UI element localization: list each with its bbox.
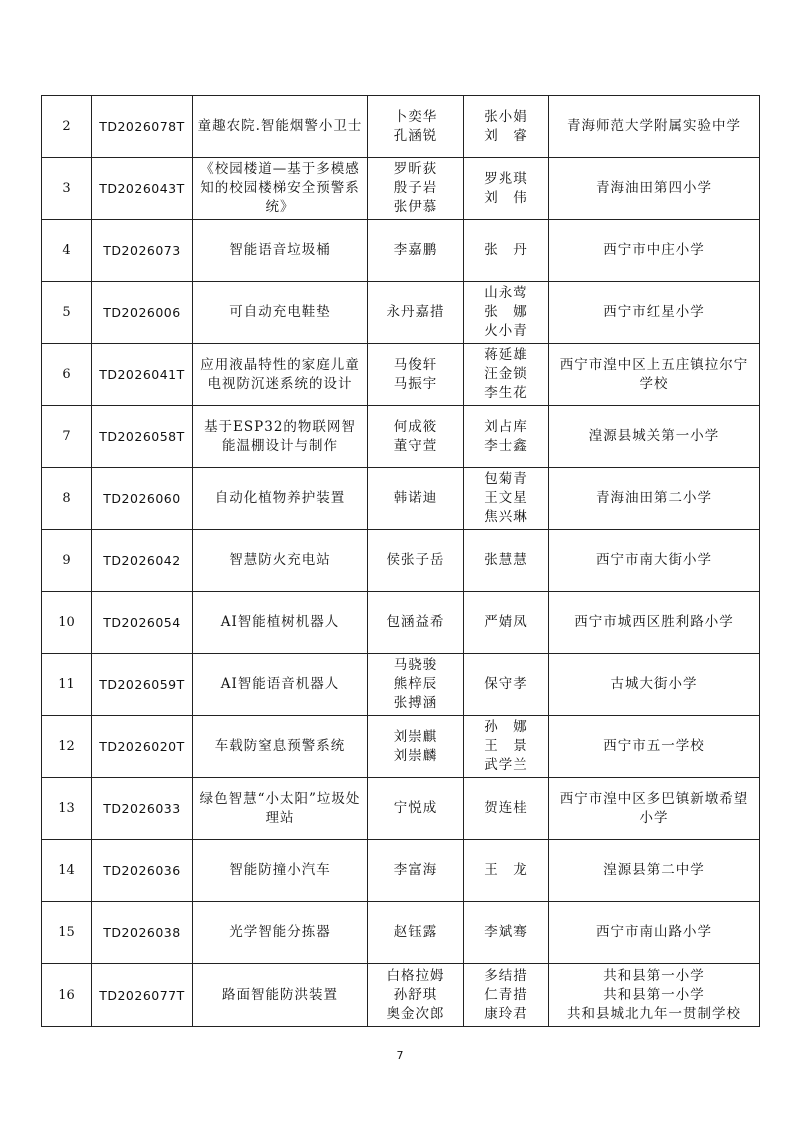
project-code: TD2026077T bbox=[92, 964, 193, 1027]
project-code: TD2026041T bbox=[92, 344, 193, 406]
table-row bbox=[42, 282, 760, 344]
school-cell bbox=[549, 344, 760, 406]
project-title-text: AI智能植树机器人 bbox=[220, 614, 340, 630]
cell-line: 王 龙 bbox=[484, 862, 528, 878]
school-cell bbox=[549, 716, 760, 778]
cell-line: 汪金锁 bbox=[484, 366, 528, 382]
row-number: 7 bbox=[42, 406, 92, 468]
cell-line: 张 丹 bbox=[484, 242, 528, 258]
students-cell bbox=[368, 902, 464, 964]
project-title-text: 绿色智慧“小太阳”垃圾处理站 bbox=[199, 790, 361, 826]
cell-line: 蒋延雄 bbox=[484, 347, 528, 363]
school-cell bbox=[549, 654, 760, 716]
cell-line: 刘 睿 bbox=[484, 127, 528, 144]
school-cell bbox=[549, 282, 760, 344]
row-number: 8 bbox=[42, 468, 92, 530]
cell-line: 李士鑫 bbox=[484, 437, 528, 454]
row-number: 16 bbox=[42, 964, 92, 1027]
cell-line: 武学兰 bbox=[484, 757, 528, 773]
cell-line: 李嘉鹏 bbox=[393, 242, 438, 258]
project-title bbox=[193, 530, 368, 592]
cell-line: 殷子岩 bbox=[393, 180, 438, 196]
project-code: TD2026020T bbox=[92, 716, 193, 778]
row-number: 9 bbox=[42, 530, 92, 592]
school-cell bbox=[549, 158, 760, 220]
school-name: 西宁市红星小学 bbox=[603, 304, 705, 320]
cell-line: 罗兆琪 bbox=[484, 170, 528, 187]
cell-line: 罗昕荻 bbox=[393, 161, 438, 177]
teachers-cell bbox=[464, 220, 549, 282]
cell-line: 侯张子岳 bbox=[386, 552, 445, 568]
school-name: 青海油田第二小学 bbox=[596, 490, 712, 506]
teachers-cell bbox=[464, 344, 549, 406]
project-code: TD2026006 bbox=[92, 282, 193, 344]
school-name: 青海师范大学附属实验中学 bbox=[567, 118, 741, 134]
row-number: 12 bbox=[42, 716, 92, 778]
table-row bbox=[42, 158, 760, 220]
school-name: 湟源县第二中学 bbox=[603, 862, 705, 878]
cell-line: 火小青 bbox=[484, 323, 528, 339]
school-name: 共和县城北九年一贯制学校 bbox=[567, 1005, 741, 1022]
cell-line: 马振宇 bbox=[393, 375, 438, 392]
cell-line: 康玲君 bbox=[484, 1005, 528, 1022]
project-title-text: 童趣农院.智能烟警小卫士 bbox=[197, 118, 363, 134]
project-code: TD2026058T bbox=[92, 406, 193, 468]
table-row bbox=[42, 840, 760, 902]
project-code: TD2026043T bbox=[92, 158, 193, 220]
project-title-text: 应用液晶特性的家庭儿童电视防沉迷系统的设计 bbox=[200, 356, 360, 392]
project-title bbox=[193, 158, 368, 220]
project-title-text: 智能防撞小汽车 bbox=[229, 862, 331, 878]
table-body bbox=[42, 96, 760, 1027]
school-cell bbox=[549, 220, 760, 282]
table-row bbox=[42, 716, 760, 778]
cell-line: 马骁骏 bbox=[393, 657, 438, 673]
project-title bbox=[193, 778, 368, 840]
cell-line: 张伊慕 bbox=[393, 199, 438, 215]
table-row bbox=[42, 778, 760, 840]
students-cell bbox=[368, 344, 464, 406]
teachers-cell bbox=[464, 654, 549, 716]
project-title-text: 路面智能防洪装置 bbox=[222, 986, 338, 1003]
cell-line: 张 娜 bbox=[484, 304, 528, 320]
cell-line: 宁悦成 bbox=[393, 800, 438, 816]
students-cell bbox=[368, 282, 464, 344]
project-title bbox=[193, 654, 368, 716]
school-cell bbox=[549, 902, 760, 964]
cell-line: 孔涵锐 bbox=[393, 127, 438, 144]
school-name: 西宁市湟中区多巴镇新墩希望小学 bbox=[559, 790, 749, 826]
students-cell bbox=[368, 158, 464, 220]
school-name: 西宁市五一学校 bbox=[603, 738, 705, 754]
table-row bbox=[42, 592, 760, 654]
row-number: 10 bbox=[42, 592, 92, 654]
project-title bbox=[193, 96, 368, 158]
students-cell bbox=[368, 716, 464, 778]
school-name: 共和县第一小学 bbox=[603, 986, 705, 1003]
project-title-text: 智慧防火充电站 bbox=[229, 552, 331, 568]
cell-line: 焦兴琳 bbox=[484, 509, 528, 525]
cell-line: 刘 伟 bbox=[484, 189, 528, 206]
project-code: TD2026036 bbox=[92, 840, 193, 902]
project-title bbox=[193, 716, 368, 778]
students-cell bbox=[368, 468, 464, 530]
cell-line: 董守萱 bbox=[393, 437, 438, 454]
project-code: TD2026059T bbox=[92, 654, 193, 716]
row-number: 3 bbox=[42, 158, 92, 220]
teachers-cell bbox=[464, 778, 549, 840]
project-code: TD2026038 bbox=[92, 902, 193, 964]
teachers-cell bbox=[464, 840, 549, 902]
school-name: 西宁市中庄小学 bbox=[603, 242, 705, 258]
project-title bbox=[193, 282, 368, 344]
cell-line: 多结措 bbox=[484, 967, 528, 984]
students-cell bbox=[368, 778, 464, 840]
cell-line: 永丹嘉措 bbox=[386, 304, 445, 320]
students-cell bbox=[368, 654, 464, 716]
cell-line: 张搏涵 bbox=[393, 695, 438, 711]
school-cell bbox=[549, 468, 760, 530]
project-title bbox=[193, 344, 368, 406]
cell-line: 孙 娜 bbox=[484, 719, 528, 735]
awards-table bbox=[41, 95, 760, 1027]
cell-line: 刘占库 bbox=[484, 418, 528, 435]
school-cell bbox=[549, 592, 760, 654]
students-cell bbox=[368, 96, 464, 158]
project-code: TD2026033 bbox=[92, 778, 193, 840]
school-cell bbox=[549, 530, 760, 592]
cell-line: 张慧慧 bbox=[484, 552, 528, 568]
teachers-cell bbox=[464, 96, 549, 158]
teachers-cell bbox=[464, 902, 549, 964]
school-cell bbox=[549, 840, 760, 902]
school-cell bbox=[549, 406, 760, 468]
project-title-text: AI智能语音机器人 bbox=[220, 676, 340, 692]
cell-line: 马俊轩 bbox=[393, 356, 438, 373]
students-cell bbox=[368, 406, 464, 468]
cell-line: 仁青措 bbox=[484, 986, 528, 1003]
cell-line: 白格拉姆 bbox=[386, 967, 445, 984]
teachers-cell bbox=[464, 468, 549, 530]
project-title-text: 《校园楼道—基于多模感知的校园楼梯安全预警系统》 bbox=[200, 161, 360, 215]
teachers-cell bbox=[464, 158, 549, 220]
project-title-text: 可自动充电鞋垫 bbox=[229, 304, 331, 320]
project-title bbox=[193, 468, 368, 530]
cell-line: 张小娟 bbox=[484, 108, 528, 125]
project-title bbox=[193, 964, 368, 1027]
row-number: 6 bbox=[42, 344, 92, 406]
project-title-text: 光学智能分拣器 bbox=[229, 924, 331, 940]
school-name: 西宁市湟中区上五庄镇拉尔宁学校 bbox=[559, 356, 749, 392]
project-title-text: 基于ESP32的物联网智能温棚设计与制作 bbox=[204, 418, 356, 454]
cell-line: 包菊青 bbox=[484, 471, 528, 487]
cell-line: 何成筱 bbox=[393, 418, 438, 435]
cell-line: 李富海 bbox=[393, 862, 438, 878]
table-row bbox=[42, 530, 760, 592]
cell-line: 贺连桂 bbox=[484, 800, 528, 816]
row-number: 14 bbox=[42, 840, 92, 902]
project-title-text: 智能语音垃圾桶 bbox=[229, 242, 331, 258]
students-cell bbox=[368, 220, 464, 282]
cell-line: 山永莺 bbox=[484, 285, 528, 301]
row-number: 5 bbox=[42, 282, 92, 344]
teachers-cell bbox=[464, 530, 549, 592]
cell-line: 赵钰露 bbox=[393, 924, 438, 940]
table-row bbox=[42, 406, 760, 468]
cell-line: 王 景 bbox=[484, 738, 528, 754]
school-name: 古城大街小学 bbox=[610, 676, 698, 692]
cell-line: 熊梓辰 bbox=[393, 676, 438, 692]
school-name: 西宁市南山路小学 bbox=[596, 924, 712, 940]
teachers-cell bbox=[464, 406, 549, 468]
students-cell bbox=[368, 530, 464, 592]
project-title bbox=[193, 592, 368, 654]
project-code: TD2026042 bbox=[92, 530, 193, 592]
teachers-cell bbox=[464, 964, 549, 1027]
project-code: TD2026060 bbox=[92, 468, 193, 530]
project-code: TD2026078T bbox=[92, 96, 193, 158]
table-row bbox=[42, 654, 760, 716]
table-row bbox=[42, 220, 760, 282]
school-cell bbox=[549, 964, 760, 1027]
cell-line: 刘崇麒 bbox=[393, 728, 438, 745]
students-cell bbox=[368, 964, 464, 1027]
teachers-cell bbox=[464, 282, 549, 344]
school-name: 青海油田第四小学 bbox=[596, 180, 712, 196]
school-name: 西宁市城西区胜利路小学 bbox=[574, 614, 734, 630]
table-row bbox=[42, 902, 760, 964]
school-cell bbox=[549, 778, 760, 840]
project-title bbox=[193, 840, 368, 902]
table-row bbox=[42, 964, 760, 1027]
row-number: 13 bbox=[42, 778, 92, 840]
table-row bbox=[42, 96, 760, 158]
row-number: 4 bbox=[42, 220, 92, 282]
cell-line: 韩诺迪 bbox=[393, 490, 438, 506]
school-name: 共和县第一小学 bbox=[603, 967, 705, 984]
school-name: 湟源县城关第一小学 bbox=[588, 428, 720, 444]
project-title-text: 车载防窒息预警系统 bbox=[214, 738, 346, 754]
cell-line: 李斌骞 bbox=[484, 924, 528, 940]
cell-line: 孙舒琪 bbox=[393, 986, 438, 1003]
cell-line: 李生花 bbox=[484, 385, 528, 401]
row-number: 11 bbox=[42, 654, 92, 716]
students-cell bbox=[368, 592, 464, 654]
row-number: 15 bbox=[42, 902, 92, 964]
project-title bbox=[193, 406, 368, 468]
project-code: TD2026054 bbox=[92, 592, 193, 654]
row-number: 2 bbox=[42, 96, 92, 158]
table-row bbox=[42, 468, 760, 530]
project-title-text: 自动化植物养护装置 bbox=[214, 490, 346, 506]
school-cell bbox=[549, 96, 760, 158]
page-number: 7 bbox=[396, 1049, 404, 1062]
project-code: TD2026073 bbox=[92, 220, 193, 282]
cell-line: 奥金次郎 bbox=[386, 1005, 445, 1022]
project-title bbox=[193, 902, 368, 964]
school-name: 西宁市南大街小学 bbox=[596, 552, 712, 568]
cell-line: 保守孝 bbox=[484, 676, 528, 692]
cell-line: 王文星 bbox=[484, 490, 528, 506]
cell-line: 刘崇麟 bbox=[393, 747, 438, 764]
cell-line: 包涵益希 bbox=[386, 614, 445, 630]
table-row bbox=[42, 344, 760, 406]
project-title bbox=[193, 220, 368, 282]
teachers-cell bbox=[464, 592, 549, 654]
cell-line: 卜奕华 bbox=[393, 108, 438, 125]
students-cell bbox=[368, 840, 464, 902]
cell-line: 严婧凤 bbox=[484, 614, 528, 630]
teachers-cell bbox=[464, 716, 549, 778]
